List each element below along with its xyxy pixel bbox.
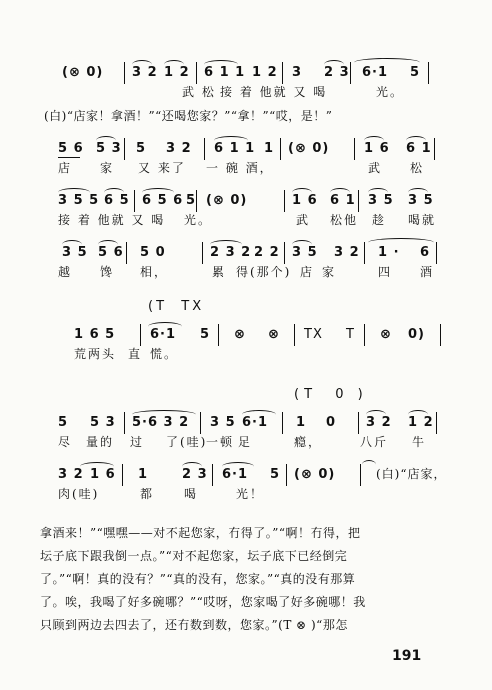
dialogue-text: (白)“店家！拿酒！”“还喝您家？”“拿！”“哎，是！” [44,109,333,123]
note-group: 3 2 [366,415,392,430]
note-group: 2 3 [182,467,208,482]
lyric: 八斤 [360,435,389,449]
note-group: 5 6 [58,141,84,156]
score-system-2 [0,136,492,160]
score-system-1 [0,60,492,84]
note-group: 5·6 3 2 [132,415,190,430]
note-group: 5 [410,65,421,80]
note-group: 6 5 6 [142,193,184,208]
lyric: 牛 [412,435,427,449]
note-group: 3 5 [210,415,236,430]
note-group: 1 2 [252,65,278,80]
lyric: 光！ [236,487,265,501]
note-group: 2 3 [324,65,350,80]
lyric-line-2 [0,162,492,186]
note-group: 3 5 [408,193,434,208]
lyric: 累 [212,265,227,279]
prose-line: 坛子底下跟我倒一点。”“对不起您家，坛子底下已经倒完 [40,549,348,563]
note-group: 3 2 [166,141,192,156]
note-group: 5 0 [140,245,166,260]
lyric-line-1 [0,86,492,110]
percussion-line-1 [0,296,492,320]
note-group: 3 5 [292,245,318,260]
score-system-3 [0,188,492,212]
lyric: 两头 [88,347,117,361]
lyric: 光。 [376,85,405,99]
lyric: 慌。 [150,347,179,361]
note-group: TX [304,327,323,342]
lyric: 酒 [420,265,435,279]
lyric: 直 [128,347,143,361]
lyric: 武 [368,161,383,175]
lyric: 瘾， [294,435,323,449]
lyric: 松他 [330,213,359,227]
note-group: 3 2 [58,467,84,482]
note-group: T [346,327,355,342]
note-group: 5 6 [98,245,124,260]
note-group: 2 3 2 [210,245,252,260]
note-group: 1 [138,467,149,482]
note-group: 3 2 [132,65,158,80]
note-group: ⊗ [234,327,246,342]
lyric: 得(那个) [236,265,292,279]
lyric: 喝 [184,487,199,501]
lyric: 光。 [184,213,213,227]
note-group: 3 5 [62,245,88,260]
prose-line: 了。”“啊！真的没有？”“真的没有，您家。”“真的没有那算 [40,572,356,586]
percussion-text: (T TX [148,299,205,314]
lyric: 量的 [86,435,115,449]
note-group: 3 [292,65,303,80]
note-group: 6 1 [330,193,356,208]
note-group: 1 6 5 [74,327,116,342]
note-group: 3 2 [334,245,360,260]
note-group: 1 6 [90,467,116,482]
lyric: 四 [378,265,393,279]
lyric: 一 碗 酒， [206,161,274,175]
note-group: (⊗ 0) [62,65,104,80]
lyric: 店 [300,265,315,279]
note-group: 5 [136,141,147,156]
lyric: 尽 [58,435,73,449]
note-group: 6 5 [104,193,130,208]
prose-line: 了。唉，我喝了好多碗哪？”“哎呀，您家喝了好多碗哪！我 [40,595,366,609]
lyric: 相， [140,265,169,279]
score-system-7 [0,462,492,486]
lyric: 又 来了 [138,161,186,175]
note-group: (⊗ 0) [288,141,330,156]
lyric: 肉(哇) [58,487,100,501]
lyric: 喝就 [408,213,437,227]
prose-line: 只顾到两边去四去了，还冇数到数，您家。”(T ⊗ )“那怎 [40,618,348,632]
note-group: 6·1 [362,65,389,80]
note-group: (⊗ 0) [294,467,336,482]
lyric-line-3 [0,214,492,238]
lyric-line-5 [0,348,492,372]
note-group: 6·1 [242,415,269,430]
lyric: 接 着 他就 又 喝 [220,85,328,99]
note-group: 6 [420,245,431,260]
prose-line: 拿酒来！”“嘿嘿——对不起您家，冇得了。”“啊！冇得，把 [40,526,361,540]
lyric: 越 [58,265,73,279]
dialogue-text: (白)“店家， [376,467,447,481]
lyric: 家 [100,161,115,175]
score-system-4 [0,240,492,264]
note-group: 0) [408,327,425,342]
note-group: 5 [200,327,211,342]
lyric: 武 松 [182,85,216,99]
lyric-line-4 [0,266,492,290]
note-group: ⊗ [380,327,392,342]
note-group: 3 5 [368,193,394,208]
note-group: 1 · [378,245,400,260]
lyric: 过 [130,435,145,449]
percussion-text: (T 0 ) [294,387,368,402]
note-group: 2 2 [254,245,280,260]
note-group: 6·1 [222,467,249,482]
note-group: 3 5 5 [58,193,100,208]
score-system-5 [0,322,492,346]
lyric: 武 [296,213,311,227]
dialogue-line-1 [0,110,492,134]
note-group: 1 2 [408,415,434,430]
page-number: 191 [392,648,422,664]
note-group: 6 1 [406,141,432,156]
note-group: 6·1 [150,327,177,342]
note-group: 1 [264,141,275,156]
note-group: 6 1 1 [204,65,246,80]
note-group: 6 1 1 [214,141,256,156]
note-group: 5 [186,193,197,208]
lyric: 都 [140,487,155,501]
lyric: 荒 [74,347,89,361]
score-system-6 [0,410,492,434]
lyric: 家 [322,265,337,279]
lyric-line-6 [0,436,492,460]
lyric: 馋 [100,265,115,279]
note-group: 1 [296,415,307,430]
lyric: 趁 [372,213,387,227]
lyric: 松 [410,161,425,175]
lyric: 了(哇) [166,435,208,449]
note-group: 5 3 [90,415,116,430]
percussion-line-2 [0,384,492,408]
note-group: (⊗ 0) [206,193,248,208]
lyric: 接 着 他就 又 喝 [58,213,166,227]
note-group: 1 2 [164,65,190,80]
note-group: 5 [58,415,69,430]
prose-paragraph [40,522,456,637]
note-group: ⊗ [268,327,280,342]
note-group: 0 [326,415,337,430]
note-group: 5 3 [96,141,122,156]
note-group: 5 [270,467,281,482]
note-group: 1 6 [292,193,318,208]
lyric: 店 [58,161,73,175]
lyric: 一顿 [206,435,235,449]
note-group: 1 6 [364,141,390,156]
lyric: 足 [238,435,253,449]
lyric-line-7 [0,488,492,512]
